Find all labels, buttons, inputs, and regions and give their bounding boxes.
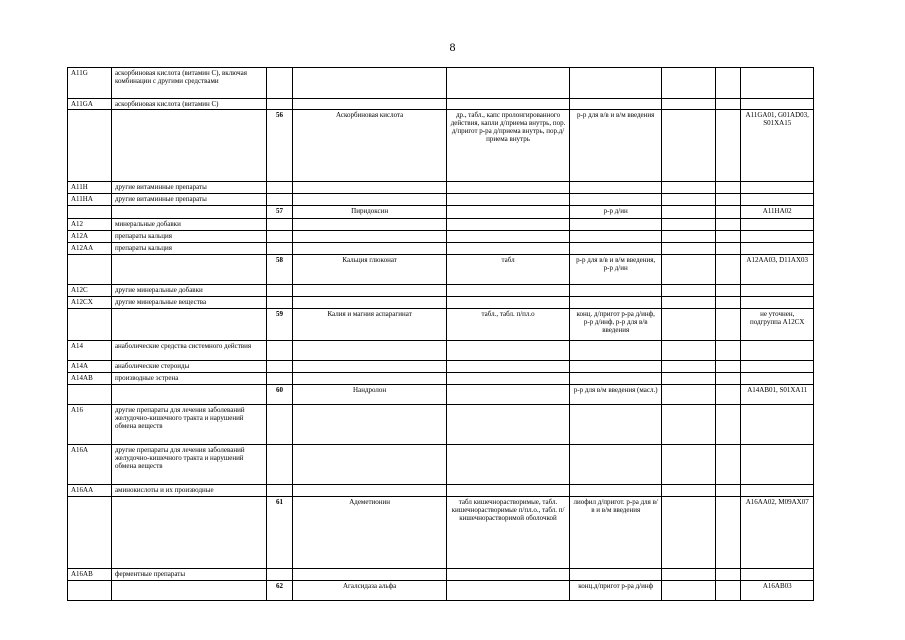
atc-code-cell: A14A <box>68 361 112 373</box>
group-name-cell: другие препараты для лечения заболеваний желудочно-кишечного тракта и нарушений обмена веществ <box>111 405 266 445</box>
table-row <box>68 243 814 255</box>
atc-code-cell: A11H <box>68 182 112 194</box>
atc-code-cell: A12CX <box>68 297 112 309</box>
item-number-cell: 58 <box>266 255 292 285</box>
table-row <box>68 255 814 285</box>
group-name-cell: аскорбиновая кислота (витамин С) <box>111 99 266 110</box>
item-number-cell: 60 <box>266 385 292 405</box>
drug-name-cell: Адеметионин <box>293 497 447 569</box>
table-row <box>68 445 814 485</box>
atc-code-cell: A16 <box>68 405 112 445</box>
item-number-cell: 57 <box>266 206 292 219</box>
group-name-cell: препараты кальция <box>111 231 266 243</box>
group-name-cell: ферментные препараты <box>111 569 266 581</box>
atc-ref-cell: A16AA02, M09AX07 <box>741 497 814 569</box>
atc-ref-cell: A14AB01, S01XA11 <box>741 385 814 405</box>
table-row <box>68 405 814 445</box>
injection-form-cell: конц.д/пригот р-ра д/инф <box>570 581 662 601</box>
group-name-cell: анаболические стероиды <box>111 361 266 373</box>
atc-code-cell: A12C <box>68 285 112 297</box>
atc-ref-cell: не уточнен, подгруппа A12CX <box>741 309 814 341</box>
dosage-form-cell <box>447 206 570 219</box>
table-row <box>68 385 814 405</box>
dosage-form-cell: табл кишечнорастворимые, табл. кишечнорастворимые п/пл.о., табл. п/кишечнорастворимой оболочкой <box>447 497 570 569</box>
injection-form-cell: р-р для в/м введения (масл.) <box>570 385 662 405</box>
table-row <box>68 68 814 99</box>
table-row <box>68 485 814 497</box>
table-row <box>68 297 814 309</box>
table-row <box>68 182 814 194</box>
item-number-cell: 62 <box>266 581 292 601</box>
group-name-cell: анаболические средства системного действия <box>111 341 266 361</box>
atc-code-cell: A11HA <box>68 194 112 206</box>
atc-code-cell: A14 <box>68 341 112 361</box>
injection-form-cell: р-р д/ин <box>570 206 662 219</box>
drug-name-cell: Аскорбиновая кислота <box>293 110 447 182</box>
table-row <box>68 497 814 569</box>
drug-name-cell: Кальция глюконат <box>293 255 447 285</box>
drug-name-cell: Калия и магния аспарагинат <box>293 309 447 341</box>
item-number-cell: 61 <box>266 497 292 569</box>
table-row <box>68 569 814 581</box>
atc-code-cell: A11GA <box>68 99 112 110</box>
drug-list-table <box>67 67 814 601</box>
table-row <box>68 581 814 601</box>
group-name-cell: другие витаминные препараты <box>111 194 266 206</box>
drug-name-cell: Агалсидаза альфа <box>293 581 447 601</box>
atc-code-cell: A12A <box>68 231 112 243</box>
injection-form-cell: р-р для в/в и в/м введения <box>570 110 662 182</box>
dosage-form-cell: др., табл., капс пролонгированного действия, капли д/приема внутрь, пор. д/пригот р-ра д/приема внутрь, пор.д/приема внутрь <box>447 110 570 182</box>
dosage-form-cell <box>447 385 570 405</box>
dosage-form-cell <box>447 581 570 601</box>
group-name-cell: другие препараты для лечения заболеваний желудочно-кишечного тракта и нарушений обмена веществ <box>111 445 266 485</box>
group-name-cell: аминокислоты и их производные <box>111 485 266 497</box>
table-row <box>68 99 814 110</box>
atc-code-cell: A11G <box>68 68 112 99</box>
group-name-cell: другие минеральные добавки <box>111 285 266 297</box>
table-row <box>68 206 814 219</box>
table-row <box>68 361 814 373</box>
atc-code-cell: A16AA <box>68 485 112 497</box>
table-row <box>68 110 814 182</box>
atc-ref-cell: A11GA01, G01AD03, S01XA15 <box>741 110 814 182</box>
atc-ref-cell: A16AB03 <box>741 581 814 601</box>
table-row <box>68 373 814 385</box>
dosage-form-cell: табл <box>447 255 570 285</box>
table-row <box>68 341 814 361</box>
atc-code-cell: A12 <box>68 219 112 231</box>
drug-name-cell: Нандролон <box>293 385 447 405</box>
atc-code-cell: A12AA <box>68 243 112 255</box>
table-row <box>68 285 814 297</box>
group-name-cell: другие минеральные вещества <box>111 297 266 309</box>
group-name-cell: другие витаминные препараты <box>111 182 266 194</box>
atc-code-cell: A16A <box>68 445 112 485</box>
group-name-cell: производные эстрена <box>111 373 266 385</box>
group-name-cell: препараты кальция <box>111 243 266 255</box>
group-name-cell: аскорбиновая кислота (витамин С), включая комбинации с другими средствами <box>111 68 266 99</box>
dosage-form-cell: табл., табл. п/пл.о <box>447 309 570 341</box>
table-row <box>68 194 814 206</box>
injection-form-cell: р-р для в/в и в/м введения, р-р д/ин <box>570 255 662 285</box>
atc-code-cell: A14AB <box>68 373 112 385</box>
atc-ref-cell: A12AA03, D11AX03 <box>741 255 814 285</box>
drug-name-cell: Пиридоксин <box>293 206 447 219</box>
table-row <box>68 309 814 341</box>
table-row <box>68 231 814 243</box>
item-number-cell: 59 <box>266 309 292 341</box>
page-number: 8 <box>449 40 456 54</box>
injection-form-cell: лиофил д/пригот. р-ра для в/в и в/м введения <box>570 497 662 569</box>
atc-ref-cell: A11HA02 <box>741 206 814 219</box>
table-row <box>68 219 814 231</box>
item-number-cell: 56 <box>266 110 292 182</box>
atc-code-cell: A16AB <box>68 569 112 581</box>
group-name-cell: минеральные добавки <box>111 219 266 231</box>
injection-form-cell: конц. д/пригот р-ра д/инф, р-р д/инф, р-р для в/в введения <box>570 309 662 341</box>
